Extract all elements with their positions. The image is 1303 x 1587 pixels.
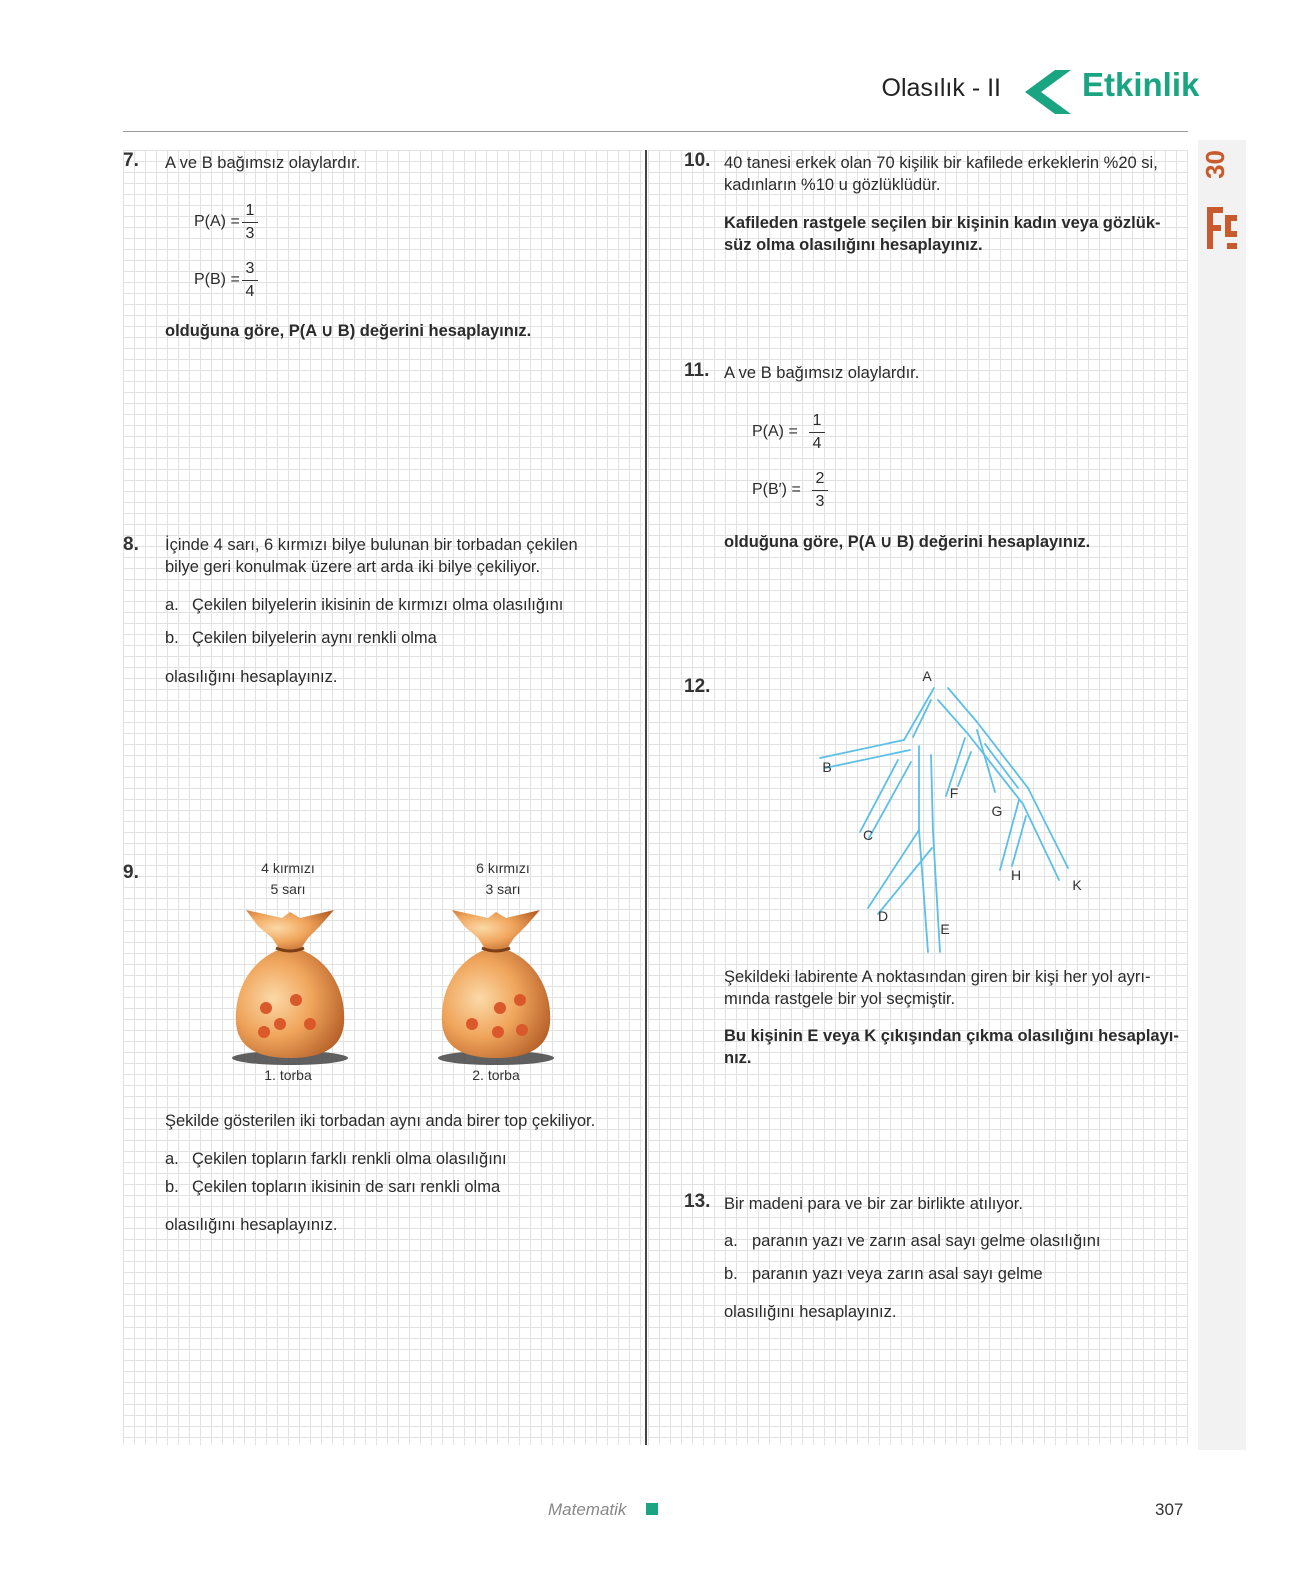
q10-number: 10. xyxy=(684,150,711,171)
page-title: Olasılık - II xyxy=(881,74,1001,102)
q11-pa-lhs: P(A) = xyxy=(752,423,798,440)
q9-b-text: Çekilen topların ikisinin de sarı renkli olma xyxy=(192,1178,501,1196)
q8-b-text: Çekilen bilyelerin aynı renkli olma xyxy=(192,629,437,647)
q11-pa-den: 4 xyxy=(812,435,822,452)
brand-title: Etkinlik xyxy=(1082,66,1200,103)
q8-a-text: Çekilen bilyelerin ikisinin de kırmızı olma olasılığını xyxy=(192,596,564,614)
q9-a-label: a. xyxy=(165,1150,179,1168)
money-bag-icon xyxy=(434,908,558,1068)
footer-page-number: 307 xyxy=(1155,1500,1184,1519)
q11-pb-den: 3 xyxy=(815,493,825,510)
maze-label-g: G xyxy=(991,803,1003,819)
maze-label-b: B xyxy=(822,759,832,775)
q10-line2: kadınların %10 u gözlüklüdür. xyxy=(724,176,941,194)
q9-line1: Şekilde gösterilen iki torbadan aynı anda birer top çekiliyor. xyxy=(165,1112,596,1130)
q13-number: 13. xyxy=(684,1191,711,1212)
bag1-yellow-count: 5 sarı xyxy=(270,881,306,897)
q11-number: 11. xyxy=(684,360,710,381)
q13-b-text: paranın yazı veya zarın asal sayı gelme xyxy=(752,1265,1043,1283)
q7-pa-num: 1 xyxy=(242,200,258,223)
q7-pb-den: 4 xyxy=(245,283,255,300)
chevron-left-icon xyxy=(1025,70,1073,114)
bag2-red-count: 6 kırmızı xyxy=(476,860,530,876)
maze-label-e: E xyxy=(940,921,950,937)
q11-pa-num: 1 xyxy=(809,410,825,433)
q12-ask2: nız. xyxy=(724,1049,752,1067)
side-strip xyxy=(1198,140,1246,1450)
q13-a-label: a. xyxy=(724,1232,738,1250)
footer-square-icon xyxy=(646,1503,658,1515)
q12-number: 12. xyxy=(684,676,711,697)
q7-pb-lhs: P(B) = xyxy=(194,271,240,288)
q13-end: olasılığını hesaplayınız. xyxy=(724,1303,897,1321)
bag2-yellow-count: 3 sarı xyxy=(485,881,521,897)
q12-line1: Şekildeki labirente A noktasından giren bir kişi her yol ayrı- xyxy=(724,968,1151,986)
maze-label-c: C xyxy=(862,827,874,843)
maze-label-h: H xyxy=(1010,867,1022,883)
maze-label-k: K xyxy=(1072,877,1082,893)
q7-intro: A ve B bağımsız olaylardır. xyxy=(165,154,361,172)
q8-line1: İçinde 4 sarı, 6 kırmızı bilye bulunan bir torbadan çekilen xyxy=(165,536,578,554)
q8-number: 8. xyxy=(123,534,139,555)
money-bag-icon xyxy=(228,908,352,1068)
q11-pb-lhs: P(B′) = xyxy=(752,481,801,498)
footer-subject: Matematik xyxy=(548,1500,627,1519)
q9-number: 9. xyxy=(123,862,139,883)
publisher-logo-icon xyxy=(1205,205,1239,255)
maze-label-a: A xyxy=(922,668,932,684)
maze-label-f: F xyxy=(949,785,959,801)
q7-pb-num: 3 xyxy=(242,258,258,281)
q10-line1: 40 tanesi erkek olan 70 kişilik bir kafilede erkeklerin %20 si, xyxy=(724,154,1158,172)
maze-label-d: D xyxy=(877,908,889,924)
bag1-name: 1. torba xyxy=(264,1067,312,1083)
maze-diagram xyxy=(800,670,1100,960)
header-divider xyxy=(123,131,1188,132)
bag2-name: 2. torba xyxy=(472,1067,520,1083)
q7-number: 7. xyxy=(123,150,139,171)
q8-b-label: b. xyxy=(165,629,179,647)
q9-b-label: b. xyxy=(165,1178,179,1196)
q7-pa-lhs: P(A) = xyxy=(194,213,240,230)
q12-ask1: Bu kişinin E veya K çıkışından çıkma olasılığını hesaplayı- xyxy=(724,1027,1179,1045)
q10-ask1: Kafileden rastgele seçilen bir kişinin kadın veya gözlük- xyxy=(724,214,1161,232)
column-divider xyxy=(645,150,647,1445)
q8-a-label: a. xyxy=(165,596,179,614)
left-grid xyxy=(123,150,643,1445)
q11-pb-num: 2 xyxy=(812,468,828,491)
q13-intro: Bir madeni para ve bir zar birlikte atılıyor. xyxy=(724,1195,1023,1213)
q11-intro: A ve B bağımsız olaylardır. xyxy=(724,364,920,382)
q12-line2: mında rastgele bir yol seçmiştir. xyxy=(724,990,956,1008)
side-page-number: 30 xyxy=(1200,150,1230,179)
q13-b-label: b. xyxy=(724,1265,738,1283)
q11-ask: olduğuna göre, P(A ∪ B) değerini hesaplayınız. xyxy=(724,533,1091,551)
q8-line2: bilye geri konulmak üzere art arda iki bilye çekiliyor. xyxy=(165,558,541,576)
q8-end: olasılığını hesaplayınız. xyxy=(165,668,338,686)
q7-pa-den: 3 xyxy=(245,225,255,242)
bag1-red-count: 4 kırmızı xyxy=(261,860,315,876)
q9-end: olasılığını hesaplayınız. xyxy=(165,1216,338,1234)
q10-ask2: süz olma olasılığını hesaplayınız. xyxy=(724,236,983,254)
q13-a-text: paranın yazı ve zarın asal sayı gelme olasılığını xyxy=(752,1232,1101,1250)
q9-a-text: Çekilen topların farklı renkli olma olasılığını xyxy=(192,1150,507,1168)
q7-ask: olduğuna göre, P(A ∪ B) değerini hesaplayınız. xyxy=(165,322,532,340)
